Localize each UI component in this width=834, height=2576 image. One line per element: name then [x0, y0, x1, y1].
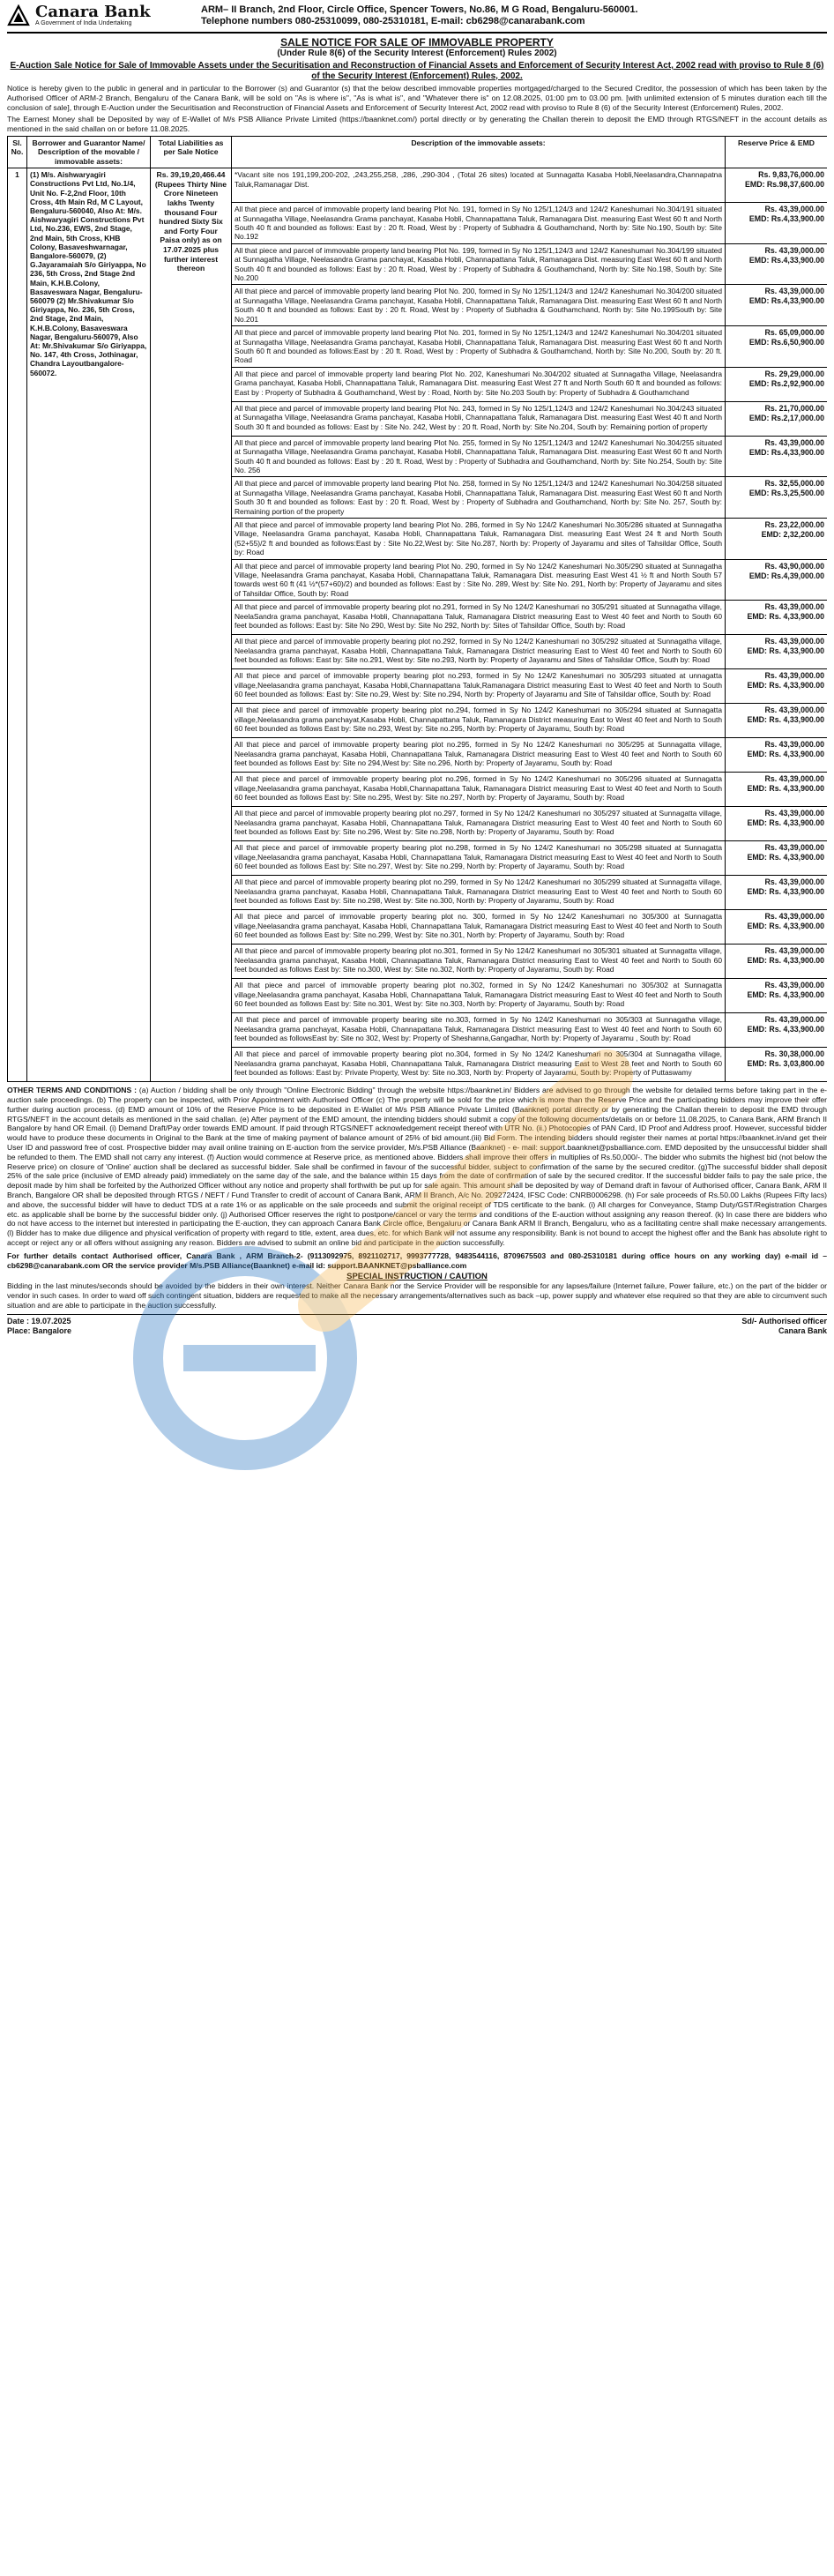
total-liabilities: Rs. 39,19,20,466.44 (Rupees Thirty Nine Crore Nineteen lakhs Twenty thousand Four hundred Sixty Six and Forty Four Paisa only) as on 17.07.2025 plus further interest thereon	[151, 168, 232, 1082]
notice-place: Place: Bangalore	[7, 1326, 72, 1336]
property-description: All that piece and parcel of immovable property bearing plot no.296, formed in Sy No 124/2 Kaneshumari no 305/296 situated at Sunnagatta village,Neelasandra grama panchayat, Kasaba Hobli,Channapattana Taluk, Ramanagara District measuring East to West 40 feet and North to South 60 feet bounded as follows East by: Site no.295, West by: Site no.297, North by: Property of Jayaramu, South by: Road	[232, 773, 726, 807]
reserve-price: Rs. 43,39,000.00	[764, 740, 824, 750]
reserve-price: Rs. 43,90,000.00	[764, 561, 824, 571]
emd-amount: EMD: Rs.6,50,900.00	[748, 338, 824, 347]
reserve-price: Rs. 32,55,000.00	[764, 479, 824, 489]
emd-amount: EMD: Rs. 4,33,900.00	[747, 750, 824, 759]
reserve-price-cell	[726, 326, 828, 368]
reserve-price: Rs. 43,39,000.00	[764, 205, 824, 214]
reserve-price-cell	[726, 401, 828, 436]
emd-amount: EMD: Rs. 4,33,900.00	[747, 1025, 824, 1034]
emd-amount: EMD: Rs.2,92,900.00	[748, 378, 824, 388]
reserve-price: Rs. 43,39,000.00	[764, 843, 824, 853]
reserve-price: Rs. 29,29,000.00	[764, 369, 824, 378]
emd-amount: EMD: 2,32,200.00	[761, 529, 824, 539]
emd-amount: EMD: Rs.2,17,000.00	[748, 413, 824, 422]
property-description: *Vacant site nos 191,199,200-202, ,243,255,258, ,286, ,290-304 , (Total 26 sites) located at Sunnagatta Kasaba Hobli,Neelasandra,Channapatna Taluk,Ramanagar Dist.	[232, 168, 726, 203]
property-description: All that piece and parcel of immovable property land bearing Plot No. 258, formed in Sy No 125/1,124/3 and 124/2 Kaneshumari No.304/258 situated at Sunnagatha Village, Neelasandra Grama panchayat, Kasaba Hobli, Channapattana Taluk, Ramanagara Dist. measuring East West 60 ft and North South 30 ft and bounded as follows: East by : 20 ft. Road, West by : Property of Subhadra and Gouthamchand, North by: Site No. 257, South by: Remaining portion of the property	[232, 477, 726, 519]
emd-amount: EMD: Rs.4,33,900.00	[748, 214, 824, 224]
contact-details: For further details contact Authorised officer, Canara Bank , ARM Branch-2- (9113092975, 8921102717, 9993777728, 9483544116, 8709675503 and 080-25310181 during office hours on any working day) e-mail id – cb6298@canarabank.com OR the service provider M/s.PSB Alliance(Baanknet) e-mail id: support.BAANKNET@psballiance.com	[7, 1251, 827, 1270]
property-description: All that piece and parcel of immovable property bearing plot no.294, formed in Sy No 124/2 Kaneshumari no 305/294 situated at Sunnagatta village,Neelasandra grama panchayat,Kasaba Hobli, Channapattana Taluk, Ramanagara District measuring East to West 40 feet and North to South 60 feet bounded as follows East by: Site no.293, West by: Site no.295, North by: Property of Jayaramu, South by: Road	[232, 704, 726, 738]
reserve-price-cell	[726, 168, 828, 203]
notice-subtitle: (Under Rule 8(6) of the Security Interest (Enforcement) Rules 2002)	[277, 49, 557, 58]
reserve-price: Rs. 43,39,000.00	[764, 637, 824, 646]
header	[7, 0, 827, 34]
emd-amount: EMD: Rs. 4,33,900.00	[747, 784, 824, 794]
emd-amount: EMD: Rs.4,33,900.00	[748, 296, 824, 306]
reserve-price-cell	[726, 635, 828, 669]
table-body	[8, 168, 828, 1082]
reserve-price-cell	[726, 738, 828, 773]
property-description: All that piece and parcel of immovable property land bearing Plot No. 255, formed in Sy No 125/1,124/3 and 124/2 Kaneshumari No.304/255 situated at Sunnagatha Village, Neelasandra Grama panchayat, Kasaba Hobli, Channapattana Taluk, Ramanagara Dist. measuring East West 60 ft and North South 40 ft and bounded as follows: East by : 20 ft. Road, West by : Property of Subhadra and Gouthamchand, North by: Site No.254, South by: Site No. 256	[232, 436, 726, 477]
reserve-price: Rs. 43,39,000.00	[764, 245, 824, 255]
terms-heading: OTHER TERMS AND CONDITIONS :	[7, 1086, 137, 1095]
property-description: All that piece and parcel of immovable property bearing site no.303, formed in Sy No 124/2 Kaneshumari no 305/303 at Sunnagatha village, Neelasandra grama panchayat, Kasaba Hobli, Channapattana Taluk, Ramanagara District measuring East to West 40 feet and North to South 60 feet bounded as followsEast by: Site no 302, West by: Property of Sheshanna,Gangadhar, North by: Property of Jayaramu , South by: Road	[232, 1013, 726, 1048]
property-description: All that piece and parcel of immovable property bearing plot no.301, formed in Sy No 124/2 Kaneshumari no 305/301 situated at Sunnagatta village, Neelasandra grama panchayat, Kasaba Hobli, Channapattana Taluk, Ramanagara District measuring East to West 40 feet and North to South 60 feet bounded as follows East by: Site no.300, West by: Site no.302, North by: Property of Jayaramu, South by: Road	[232, 945, 726, 979]
emd-amount: EMD: Rs.4,33,900.00	[748, 255, 824, 265]
serial-number: 1	[8, 168, 27, 1082]
property-description: All that piece and parcel of immovable property bearing plot no.302, formed in Sy No 124/2 Kaneshumari no 305/302 at Sunnagatta village,Neelasandra grama panchayat, Kasaba Hobli, Channapattana Taluk, Ramanagara District measuring East to West 40 feet and North to South 60 feet bounded as follows East by: Site no.301, West by: Site no.303, North by: Property of Jayaramu, South by: Road	[232, 979, 726, 1013]
borrower-details: (1) M/s. Aishwaryagiri Constructions Pvt Ltd, No.1/4, Unit No. F-2,2nd Floor, 10th Cross, 4th Main Rd, M C Layout, Bengaluru-560040, Also At: M/s. Aishwaryagiri Constructions Pvt Ltd, No.236, EWS, 2nd Stage, 2nd Main, 5th Cross, KHB Colony, Basaveshwarnagar, Bangalore-560079, (2) G.Jayaramaiah S/o Giriyappa, No 236, 5th Cross, 2nd Stage 2nd Main, K.H.B.Colony, Basaveswara Nagar, Bengaluru-560079 (2) Mr.Shivakumar S/o Giriyappa, No. 236, 5th Cross, 2nd Stage, 2nd Main, K.H.B.Colony, Basaveswara Nagar, Bengaluru-560079, Also At: Mr.Shivakumar S/o Giriyappa, No. 147, 4th Cross, Jothinagar, Chandra Layoutbangalore-560072.	[27, 168, 151, 1082]
reserve-price-cell	[726, 203, 828, 244]
caution-title: SPECIAL INSTRUCTION / CAUTION	[346, 1272, 488, 1282]
table-row	[8, 168, 828, 203]
header-slno: Sl. No.	[8, 137, 27, 168]
emd-amount: EMD: Rs.3,25,500.00	[748, 489, 824, 498]
signatory-bank: Canara Bank	[778, 1326, 827, 1336]
table-header-row	[8, 137, 828, 168]
property-description: All that piece and parcel of immovable property bearing plot no.299, formed in Sy No 124/2 Kaneshumari no 305/299 situated at Sunnagatta village, Neelasandra grama panchayat, Kasaba Hobli, Channapattana Taluk, Ramanagara District measuring East to West 40 feet and North to South 60 feet bounded as follows East by: Site no.298, West by: Site no.300, North by: Property of Jayaramu, South by: Road	[232, 876, 726, 910]
emd-amount: EMD: Rs. 4,33,900.00	[747, 715, 824, 725]
header-description: Description of the immovable assets:	[232, 137, 726, 168]
caution-body: Bidding in the last minutes/seconds should be avoided by the bidders in their own interest. Neither Canara Bank nor the Service Provider will be responsible for any lapses/failure (Internet failure, Power failure, etc.) on the part of the bidder or vendor in such cases. In order to ward off such contingent situation, bidders are requested to make all the necessary arrangements/alternatives such as back –up, power supply and whatever else required so that they are able to circumvent such situation and are able to participate in the auction successfully.	[7, 1281, 827, 1310]
reserve-price-cell	[726, 841, 828, 876]
notice-title: SALE NOTICE FOR SALE OF IMMOVABLE PROPERTY	[280, 36, 554, 49]
notice-date: Date : 19.07.2025	[7, 1317, 71, 1326]
property-description: All that piece and parcel of immovable property land bearing Plot No. 199, formed in Sy No 125/1,124/3 and 124/2 Kaneshumari No.304/199 situated at Sunnagatha Village, Neelasandra Grama panchayat, Kasaba Hobli, Channapattana Taluk, Ramanagara Dist. measuring East West 60 ft and North South 40 ft and bounded as follows: East by : 20 ft. Road, West by : Property of Subhadra & Gouthamchand, North by: Site No.198, South by: Site No.200	[232, 243, 726, 285]
property-description: All that piece and parcel of immovable property bearing plot no. 300, formed in Sy No 124/2 Kaneshumari no 305/300 at Sunnagatta village,Neelasandra grama panchayat, Kasaba Hobli, Channapattana Taluk, Ramanagara District measuring East to West 40 feet and North to South 60 feet bounded as follows East by: Site no.299, West by: Site no.301, North by: Property of Jayaramu, South by: Road	[232, 910, 726, 945]
reserve-price: Rs. 43,39,000.00	[764, 706, 824, 715]
reserve-price-cell	[726, 477, 828, 519]
reserve-price: Rs. 43,39,000.00	[764, 809, 824, 818]
property-description: All that piece and parcel of immovable property land bearing Plot No. 201, formed in Sy No 125/1,124/3 and 124/2 Kaneshumari No.304/201 situated at Sunnagatha Village, Neelasandra Grama panchayat, Kasaba Hobli, Channapattana Taluk, Ramanagara Dist. measuring East West 60 ft and North South 60 ft and bounded as follows:East by : 20 ft. Road, West by : Property of Subhadra & Gouthamchand, North by: Site No.200, South by: 20 ft. Road	[232, 326, 726, 368]
bank-tagline: A Government of India Undertaking	[35, 20, 132, 26]
reserve-price: Rs. 43,39,000.00	[764, 877, 824, 887]
reserve-price-cell	[726, 807, 828, 841]
emd-amount: EMD: Rs. 4,33,900.00	[747, 990, 824, 1000]
reserve-price-cell	[726, 601, 828, 635]
reserve-price-cell	[726, 1013, 828, 1048]
header-liabilities: Total Liabilities as per Sale Notice	[151, 137, 232, 168]
auction-heading: E-Auction Sale Notice for Sale of Immovable Assets under the Securitisation and Reconstruction of Financial Assets and Enforcement of Security Interest Act, 2002 read with proviso to Rule 8 (6) of the Security Interest (Enforcement) Rules, 2002.	[10, 61, 824, 81]
reserve-price: Rs. 43,39,000.00	[764, 774, 824, 784]
reserve-price-cell	[726, 876, 828, 910]
emd-amount: EMD: Rs. 4,33,900.00	[747, 922, 824, 931]
emd-paragraph: The Earnest Money shall be Deposited by way of E-Wallet of M/s PSB Alliance Private Limited (https://baanknet.com/) portal directly or by generating the Challan therein to deposit the EMD through RTGS/NEFT in the account details as mentioned in the said challan on or before 11.08.2025.	[7, 115, 827, 133]
reserve-price: Rs. 43,39,000.00	[764, 981, 824, 990]
reserve-price-cell	[726, 518, 828, 559]
branch-address: ARM– II Branch, 2nd Floor, Circle Office, Spencer Towers, No.86, M G Road, Bengaluru-560001.	[201, 4, 638, 15]
canara-bank-logo	[7, 4, 201, 27]
emd-amount: EMD: Rs.4,39,000.00	[748, 571, 824, 580]
triangle-logo-icon	[7, 4, 30, 27]
reserve-price-cell	[726, 669, 828, 704]
reserve-price: Rs. 43,39,000.00	[764, 946, 824, 956]
reserve-price-cell	[726, 285, 828, 326]
branch-contact: Telephone numbers 080-25310099, 080-25310181, E-mail: cb6298@canarabank.com	[201, 16, 585, 26]
reserve-price: Rs. 9,83,76,000.00	[758, 170, 824, 180]
property-description: All that piece and parcel of immovable property land bearing Plot No. 202, Kaneshumari No.304/202 situated at Sunnagatha Village, Neelasandra Grama panchayat, Kasaba Hobli, Channapattana Taluk, Ramanagara Dist. measuring East West 27 ft and North South 60 ft and bounded as follows: East by : Property of Subhadra & Gouthamchand, West by : Road, North by: Site No.203 South by: Property of Subhadra & Gouthamchand	[232, 367, 726, 401]
header-reserve-price: Reserve Price & EMD	[726, 137, 828, 168]
reserve-price: Rs. 43,39,000.00	[764, 287, 824, 296]
property-description: All that piece and parcel of immovable property bearing plot no.297, formed in Sy No 124/2 Kaneshumari no 305/297 situated at Sunnagatta village, Neelasandra grama panchayat, Kasaba Hobli, Channapattana Taluk, Ramanagara District measuring East to West 40 feet and North to South 60 feet bounded as follows East by: Site no.296, West by: Site no.298, North by: Property of Jayaramu, South by: Road	[232, 807, 726, 841]
reserve-price-cell	[726, 367, 828, 401]
emd-amount: EMD: Rs. 4,33,900.00	[747, 853, 824, 862]
reserve-price-cell	[726, 704, 828, 738]
reserve-price: Rs. 43,39,000.00	[764, 912, 824, 922]
emd-amount: EMD: Rs.4,33,900.00	[748, 447, 824, 457]
property-description: All that piece and parcel of immovable property bearing plot no.304, formed in Sy No 124/2 Kaneshumari no 305/304 at Sunnagatha village, Neelasandra grama panchayat, Kasaba Hobli, Channapattana Taluk, Ramanagara District measuring East to West 28 feet and North to South 60 feet bounded as follows: East by: Private Property, West by: Site no.303, North by: Property of Jayaramu, South by: Property of Puttaswamy	[232, 1048, 726, 1082]
signatory: Sd/- Authorised officer	[741, 1317, 827, 1326]
property-description: All that piece and parcel of immovable property bearing plot no.291, formed in Sy No 124/2 Kaneshumari no 305/291 situated at Sunnagatha village, NeelaSandra grama panchayat, Kasaba Hobli, Channapattana Taluk, Ramanagara District measuring East to West 40 feet and North to South 60 feet bounded as follows: East by: Site No 290, West by: Site No 292, North by: Sites of Tahsildar Office, South by: Road	[232, 601, 726, 635]
property-description: All that piece and parcel of immovable property land bearing Plot No. 286, formed in Sy No 124/2 Kaneshumari No.305/286 situated at Sunnagatha Village, Neelasandra Grama panchayat, Kasaba Hobli, Channapattana Taluk, Ramanagara Dist. measuring East West 24 ft and North South (52+55)/2 ft and bounded as follows:East by : Site No.22,West by: Site No.287, North by: Property of Jayaramu and sites of Tahsildar Office, South by: Road	[232, 518, 726, 559]
terms-body: (a) Auction / bidding shall be only through "Online Electronic Bidding" through the website https://baanknet.in/ Bidders are advised to go through the website for detailed terms before taking part in the e-auction sale proceedings. (b) The property can be inspected, with Prior Appointment with Authorised Officer (c) The property will be sold for the price which is more than the Reserve Price and the participating bidders may improve their offer further during auction process. (d) EMD amount of 10% of the Reserve Price is to be deposited in E-Wallet of M/s PSB Alliance Private Limited (Baanknet) portal directly or by generating the Challan therein to deposit the EMD through RTGS/NEFT in the account details as mentioned in the said challan. (e) After payment of the EMD amount, the intending bidders should submit a copy of the following documents/details on or before 11.08.2025, to Canara Bank, ARM Branch II Bangalore by hand OR Email. (i) Demand Draft/Pay order towards EMD amount. If paid through RTGS/NEFT acknowledgement receipt thereof with UTR No. (ii.) Photocopies of PAN Card, ID Proof and Address proof. However, successful bidder would have to produce these documents in Original to the Bank at the time of making payment of balance amount of 25% of bid amount.(iii) Bid Form. The intending bidders should register their names at portal https://baanknet.in/and get their User ID and password free of cost. Prospective bidder may avail online training on E-auction from the service provider, M/s.PSB Alliance (Baanknet) - e- mail: support.baanknet@psballiance.com. EMD deposited by the unsuccessful bidder shall be refunded to them. The EMD shall not carry any interest. (f) Auction would commence at Reserve price, as mentioned above. Bidders shall improve their offers in multiplies of Rs.50,000/-. The bidder who submits the highest bid (not below the Reserve price) on closure of 'Online' auction shall be declared as successful bidder. Sale shall be confirmed in favour of the successful bidder, subject to confirmation of the same by the secured creditor. (g)The successful bidder shall deposit 25% of the sale price (inclusive of EMD already paid) immediately on the same day of the sale, and the balance within 15 days from the date of confirmation of sale by the secured creditor. If the successful bidder fails to pay the sale price, the deposit made by him shall be forfeited by the Authorized Officer without any notice and property shall forthwith be put up for sale again. This amount shall be deposited by way of Demand draft in favour of Authorised officer, Canara Bank, ARM II Branch, Bangalore OR shall be deposited through RTGS / NEFT / Fund Transfer to credit of account of Canara Bank, ARM II Branch, A/c No. 209272424, IFSC Code: CNRB0006298. (h) For sale proceeds of Rs.50.00 Lakhs (Rupees Fifty lacs) and above, the successful bidder will have to deduct TDS at a rate 1% or as applicable on the sale proceeds and submit the original receipt of TDS certificate to the bank. (i) All charges for Conveyance, Stamp Duty/GST/Registration Charges etc. as applicable shall be borne by the successful bidder only. (j) Authorised Officer reserves the right to postpone/cancel or vary the terms and conditions of the E-auction without assigning any reason thereof. (k) In case there are bidders who do not have access to the internet but interested in participating the E-auction, they can approach Canara Bank Circle office, Bengaluru or Canara Bank ARM II Branch, Bengaluru, who as a facilitating centre shall make necessary arrangements. (l) Bidder has to make due diligence and physical verification of property with regard to title, extent, area dues, etc. for which Bank will not assume any responsibility. Bank is not bound to accept the highest offer and the Bank has absolute right to accept or reject any or all offers without assigning any reason. Bidders are advised to submit an online bid and participate in the auction successfully.	[7, 1086, 827, 1247]
property-description: All that piece and parcel of immovable property land bearing Plot No. 191, formed in Sy No 125/1,124/3 and 124/2 Kaneshumari No.304/191 situated at Sunnagatha Village, Neelasandra Grama panchayat, Kasaba Hobli, Channapattana Taluk, Ramanagara Dist. measuring East West 60 ft and North South 40 ft and bounded as follows: East by : 20 ft. Road, West by : Property of Subhadra & Gouthamchand, North by: Site No.190, South by: Site No.192	[232, 203, 726, 244]
bank-name: Canara Bank	[35, 3, 151, 21]
reserve-price: Rs. 43,39,000.00	[764, 437, 824, 447]
property-description: All that piece and parcel of immovable property bearing plot no.292, formed in Sy No 124/2 Kaneshumari no 305/292 situated at Sunnagatha village, Neelasandra grama panchayat, Kasaba Hobli, Channapattana Taluk, Ramanagara District measuring East to West 40 feet and North to South 60 feet bounded as follows: East by: Site no.291, West by: Site no.293, North by: Property of Jayaramu and Sites of Tahsildar Office, South by: Road	[232, 635, 726, 669]
property-table	[7, 136, 827, 1082]
reserve-price-cell	[726, 979, 828, 1013]
reserve-price-cell	[726, 1048, 828, 1082]
reserve-price: Rs. 30,38,000.00	[764, 1049, 824, 1059]
property-description: All that piece and parcel of immovable property bearing plot no.298, formed in Sy No 124/2 Kaneshumari no 305/298 situated at Sunnagatta village,Neelasandra grama panchayat, Kasaba Hobli, Channapattana Taluk, Ramanagara District measuring East to West 40 feet and North to South 60 feet bounded as follows East by: Site no.297, West by: Site no.299, North by: Property of Jayaramu, South by: Road	[232, 841, 726, 876]
reserve-price: Rs. 43,39,000.00	[764, 1015, 824, 1025]
emd-amount: EMD: Rs. 4,33,900.00	[747, 612, 824, 622]
reserve-price: Rs. 65,09,000.00	[764, 328, 824, 338]
property-description: All that piece and parcel of immovable property land bearing Plot No. 200, formed in Sy No 125/1,124/3 and 124/2 Kaneshumari No.304/200 situated at Sunnagatha Village, Neelasandra Grama panchayat, Kasaba Hobli, Channapattana Taluk, Ramanagara Dist. measuring East West 60 ft and North South 40 ft and bounded as follows: East by : 20 ft. Road, West by : Property of Subhadra & Gouthamchand, North by: Site No.199South by: Site No.201	[232, 285, 726, 326]
reserve-price-cell	[726, 773, 828, 807]
property-description: All that piece and parcel of immovable property bearing plot no.295, formed in Sy No 124/2 Kaneshumari no 305/295 at Sunnagatta village, Neelasandra grama panchayat, Kasaba Hobli, Channapattana Taluk, Ramanagara District measuring East to West 40 feet and North to South 60 feet bounded as follows East by: Site no 294,West by: Site no.296, North by: Property of Jayaramu, South by: Road	[232, 738, 726, 773]
property-description: All that piece and parcel of immovable property land bearing Plot No. 290, formed in Sy No 124/2 Kaneshumari No.305/290 situated at Sunnagatha Village, Neelasandra Grama panchayat, Kasaba Hobli, Channapattana Taluk, Ramanagara Dist. measuring East West 41 ½ ft and North South 57 towards west 60 ft (41 ½*(57+60)/2) and bounded as follows: East by : Site No. 289, West by: Site No. 291, North by: Property of Jayaramu and sites of Tahsildar Office, South by: Road	[232, 559, 726, 601]
reserve-price: Rs. 23,22,000.00	[764, 519, 824, 529]
emd-amount: EMD: Rs. 4,33,900.00	[747, 681, 824, 691]
property-description: All that piece and parcel of immovable property land bearing Plot No. 243, formed in Sy No 125/1,124/3 and 124/2 Kaneshumari No.304/243 situated at Sunnagatha Village, Neelasandra Grama panchayat, Kasaba Hobli, Channapattana Taluk, Ramanagara Dist. measuring East West 40 ft and North South 30 ft and bounded as follows: East by : Site No. 242, West by : 20 ft. Road, North by: Site No.204, South by: Remaining portion of property	[232, 401, 726, 436]
intro-paragraph: Notice is hereby given to the public in general and in particular to the Borrower (s) and Guarantor (s) that the below described immovable properties mortgaged/charged to the Secured Creditor, the possession of which has been taken by the Authorised Officer of ARM-2 Branch, Bengaluru of the Canara Bank, will be sold on "As is where is", "As is what is", and "Whatever there is" on 12.08.2025, 01:00 pm to 03.00 pm. [with unlimited extension of 5 minutes duration each till the conclusion of sale], through E-Auction under the Securitisation and Reconstruction of Financial Assets and Enforcement of Security Interest Act, 2002 read with proviso to Rule 8 (6) of the Security Interest (Enforcement) Rules, 2002.	[7, 84, 827, 112]
footer	[7, 1314, 827, 1336]
reserve-price-cell	[726, 910, 828, 945]
emd-amount: EMD: Rs. 4,33,900.00	[747, 818, 824, 828]
sale-notice-page	[7, 0, 827, 2576]
reserve-price: Rs. 21,70,000.00	[764, 403, 824, 413]
reserve-price: Rs. 43,39,000.00	[764, 602, 824, 612]
emd-amount: EMD: Rs. 4,33,900.00	[747, 956, 824, 966]
reserve-price-cell	[726, 243, 828, 285]
emd-amount: EMD: Rs.98,37,600.00	[745, 180, 824, 190]
header-borrower: Borrower and Guarantor Name/ Description of the movable / immovable assets:	[27, 137, 151, 168]
terms-section	[7, 1086, 827, 1248]
property-description: All that piece and parcel of immovable property bearing plot no.293, formed in Sy No 124/2 Kaneshumari no 305/293 situated at unnagatta village,Neelasandra grama panchayat, Kasaba Hobli,Channapattana Taluk,Ramanagara District measuring East to West 40 feet and North to South 60 feet bounded as follows: East by: Site no.29, West by: Site no.294, North by: Property of Jayaramu and Site of Tahsildar office, South by: Road	[232, 669, 726, 704]
reserve-price-cell	[726, 436, 828, 477]
emd-amount: EMD: Rs. 4,33,900.00	[747, 887, 824, 897]
reserve-price-cell	[726, 945, 828, 979]
emd-amount: EMD: Rs. 3,03,800.00	[747, 1059, 824, 1069]
reserve-price-cell	[726, 559, 828, 601]
reserve-price: Rs. 43,39,000.00	[764, 671, 824, 681]
emd-amount: EMD: Rs. 4,33,900.00	[747, 646, 824, 656]
